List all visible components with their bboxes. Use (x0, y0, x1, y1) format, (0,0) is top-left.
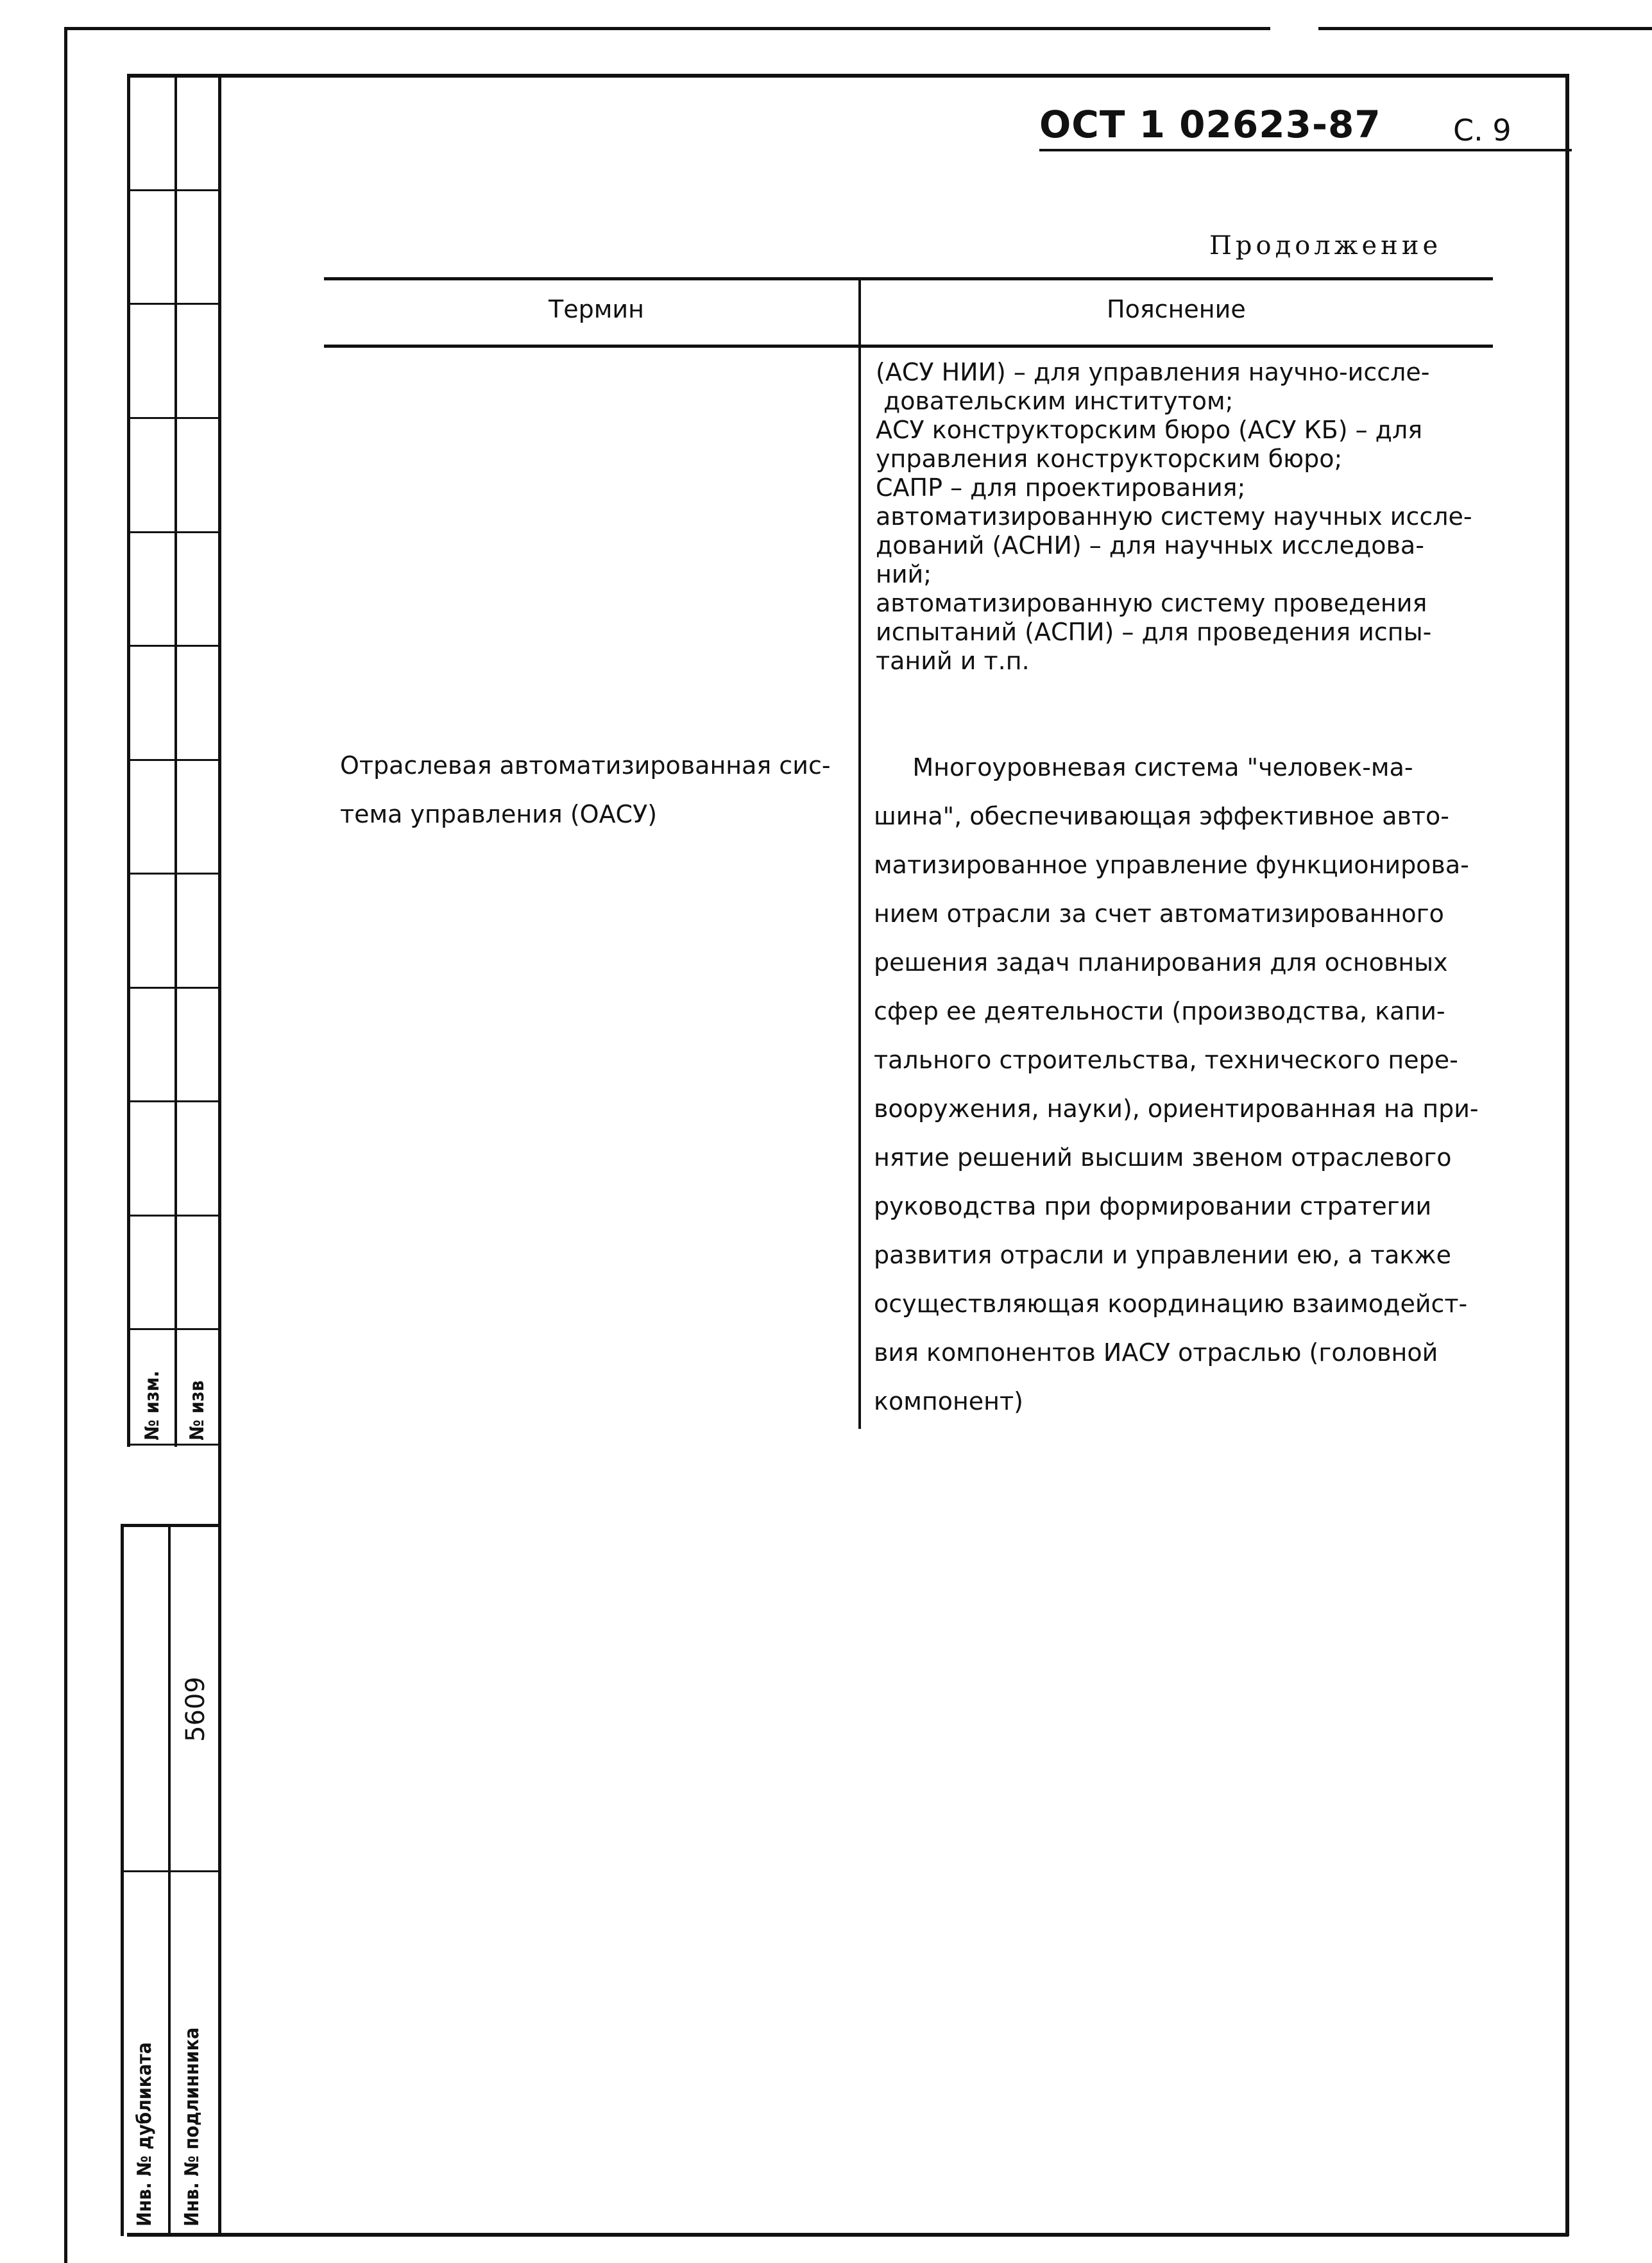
row1-line: таний и т.п. (876, 647, 1030, 675)
row1-line: испытаний (АСПИ) – для проведения испы- (876, 618, 1432, 646)
row2-line: шина", обеспечивающая эффективное авто- (874, 802, 1449, 830)
table-header-rule (324, 345, 1493, 348)
stamp-divider (127, 1444, 220, 1446)
stamp-inv-number: 5609 (181, 1677, 210, 1742)
row2-line: нием отрасли за счет автоматизированного (874, 900, 1444, 928)
outer-left-border (64, 29, 67, 2263)
stamp-strip-right (218, 74, 221, 2236)
row2-line: вия компонентов ИАСУ отраслью (головной (874, 1338, 1438, 1367)
row2-line: матизированное управление функционирова- (874, 851, 1469, 879)
row2-line: компонент) (874, 1387, 1023, 1415)
row2-line: тального строительства, технического пере- (874, 1046, 1458, 1074)
inner-top-border (127, 74, 1569, 78)
stamp-lower-left (121, 1524, 124, 2236)
row2-term (340, 741, 831, 839)
continuation-label: Продолжение (1209, 231, 1442, 260)
row2-line: осуществляющая координацию взаимодейст- (874, 1290, 1468, 1318)
row1-line: дoвательским институтом; (883, 387, 1234, 415)
row1-line: САПР – для проектирования; (876, 474, 1246, 502)
document-number: ОСТ 1 02623-87 (1039, 103, 1381, 146)
row1-line: ний; (876, 560, 932, 588)
stamp-divider (127, 1100, 220, 1102)
row2-line: Многоуровневая система "человек-ма- (874, 753, 1413, 781)
column-header-term: Термин (549, 295, 644, 323)
stamp-divider (127, 531, 220, 533)
stamp-divider (127, 189, 220, 191)
row1-line: дований (АСНИ) – для научных исследова- (876, 531, 1424, 559)
row2-explanation (874, 743, 1479, 1426)
row2-term-line: Отраслевая автоматизированная сис- (340, 751, 831, 780)
stamp-divider (127, 759, 220, 761)
row2-line: нятие решений высшим звеном отраслевого (874, 1143, 1452, 1172)
row2-line: вооружения, науки), ориентированная на при- (874, 1095, 1479, 1123)
stamp-divider (127, 987, 220, 989)
stamp-divider (127, 1215, 220, 1217)
column-header-explanation: Пояснение (1107, 295, 1246, 323)
stamp-divider (127, 417, 220, 419)
stamp-no-izm-label: № изм. (141, 1371, 164, 1440)
row2-term-line: тема управления (ОАСУ) (340, 800, 658, 828)
top-border-left (64, 27, 1270, 30)
row1-line: (АСУ НИИ) – для управления научно-иссле- (876, 358, 1430, 386)
stamp-divider (127, 1328, 220, 1330)
stamp-divider (121, 1524, 220, 1527)
table-top-rule (324, 277, 1493, 280)
doc-number-underline (1039, 149, 1572, 151)
row1-line: управления конструкторским бюро; (876, 445, 1343, 473)
row1-line: автоматизированную систему научных иссле- (876, 502, 1472, 531)
stamp-divider (121, 1870, 220, 1872)
stamp-inv-podlinnika-label: Инв. № подлинника (181, 2027, 203, 2226)
row1-explanation (876, 358, 1472, 676)
stamp-lower-mid (168, 1524, 171, 2236)
row2-line: решения задач планирования для основных (874, 948, 1448, 977)
row1-line: автоматизированную систему проведения (876, 589, 1427, 617)
inner-bottom-border (127, 2233, 1569, 2237)
top-border-right (1318, 27, 1652, 30)
stamp-inv-dublikata-label: Инв. № дубликата (133, 2042, 156, 2226)
stamp-divider (127, 873, 220, 875)
row2-line: руководства при формировании стратегии (874, 1192, 1432, 1220)
row1-line: АСУ конструкторским бюро (АСУ КБ) – для (876, 416, 1423, 444)
stamp-divider (127, 303, 220, 305)
table-column-divider (858, 277, 861, 1429)
page-number: С. 9 (1453, 113, 1511, 148)
inner-right-border (1565, 74, 1569, 2236)
stamp-divider (127, 645, 220, 647)
row2-line: сфер ее деятельности (производства, капи- (874, 997, 1445, 1025)
stamp-no-izv-label: № изв (186, 1380, 209, 1440)
row2-line: развития отрасли и управлении ею, а также (874, 1241, 1451, 1269)
